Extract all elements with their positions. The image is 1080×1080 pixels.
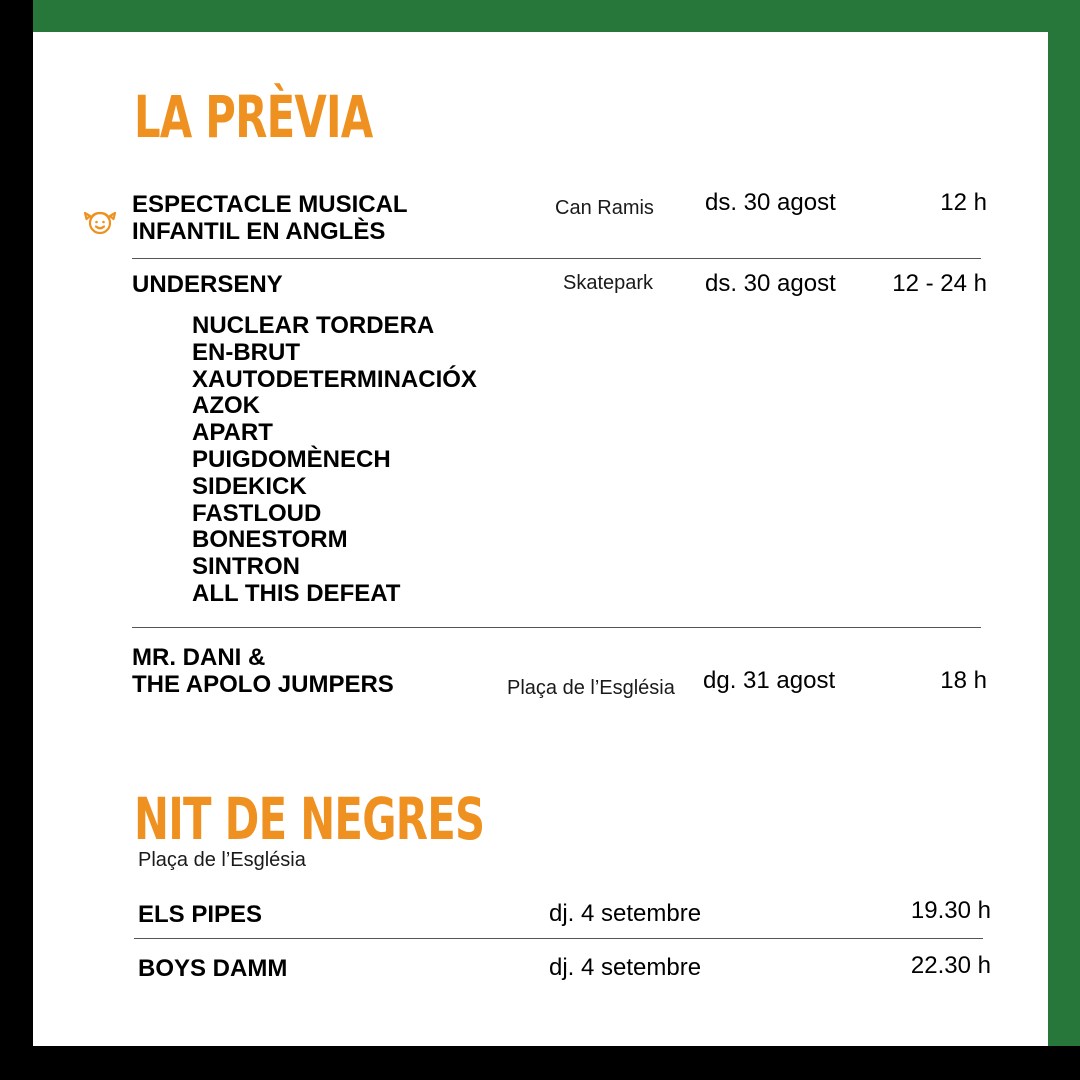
divider	[132, 627, 981, 628]
event-venue: Can Ramis	[555, 197, 654, 219]
event-els-pipes-name: ELS PIPES	[138, 901, 263, 928]
event-boys-damm-name: BOYS DAMM	[138, 955, 288, 982]
program-card	[33, 32, 1048, 1046]
event-mr-dani-name	[132, 645, 394, 699]
lineup-band: ALL THIS DEFEAT	[192, 579, 401, 607]
lineup-band: FASTLOUD	[192, 499, 322, 527]
event-date: ds. 30 agost	[705, 189, 836, 216]
event-time: 12 - 24 h	[892, 270, 987, 297]
lineup-band: NUCLEAR TORDERA	[192, 312, 435, 339]
event-name-line: ESPECTACLE MUSICAL	[132, 191, 408, 218]
lineup-band: SINTRON	[192, 553, 300, 581]
event-time: 12 h	[940, 189, 987, 216]
event-venue: Plaça de l’Església	[507, 677, 675, 699]
event-date: ds. 30 agost	[705, 270, 836, 297]
lineup-band: AZOK	[192, 392, 260, 420]
lineup-band: SIDEKICK	[192, 472, 307, 500]
lineup-band: APART	[192, 419, 273, 447]
divider	[134, 938, 983, 939]
section-title-la-previa: LA PRÈVIA	[134, 83, 373, 151]
event-date: dg. 31 agost	[703, 667, 836, 694]
event-name-line: THE APOLO JUMPERS	[132, 670, 394, 698]
event-name-line: UNDERSENY	[132, 271, 283, 298]
section-venue: Plaça de l’Església	[138, 849, 306, 871]
event-time: 19.30 h	[910, 897, 991, 924]
event-espectacle-musical-name	[132, 192, 408, 246]
event-time: 22.30 h	[910, 952, 991, 979]
lineup-band: EN-BRUT	[192, 338, 300, 366]
lineup-band: BONESTORM	[192, 526, 348, 554]
child-face-icon	[82, 202, 118, 238]
lineup-band: PUIGDOMÈNECH	[192, 445, 391, 473]
event-venue: Skatepark	[563, 272, 654, 294]
event-date: dj. 4 setembre	[549, 954, 702, 981]
event-date: dj. 4 setembre	[549, 900, 702, 927]
event-underseny-name	[132, 272, 283, 299]
lineup-band: XAUTODETERMINACIÓX	[192, 365, 477, 393]
section-title-nit-de-negres: NIT DE NEGRES	[134, 785, 485, 853]
event-name-line: MR. DANI &	[132, 644, 266, 671]
event-time: 18 h	[940, 667, 987, 694]
underseny-lineup	[192, 313, 477, 608]
divider	[132, 258, 981, 259]
green-border-top	[33, 0, 1080, 32]
green-border-right	[1048, 0, 1080, 1046]
event-name-line: INFANTIL EN ANGLÈS	[132, 217, 386, 245]
